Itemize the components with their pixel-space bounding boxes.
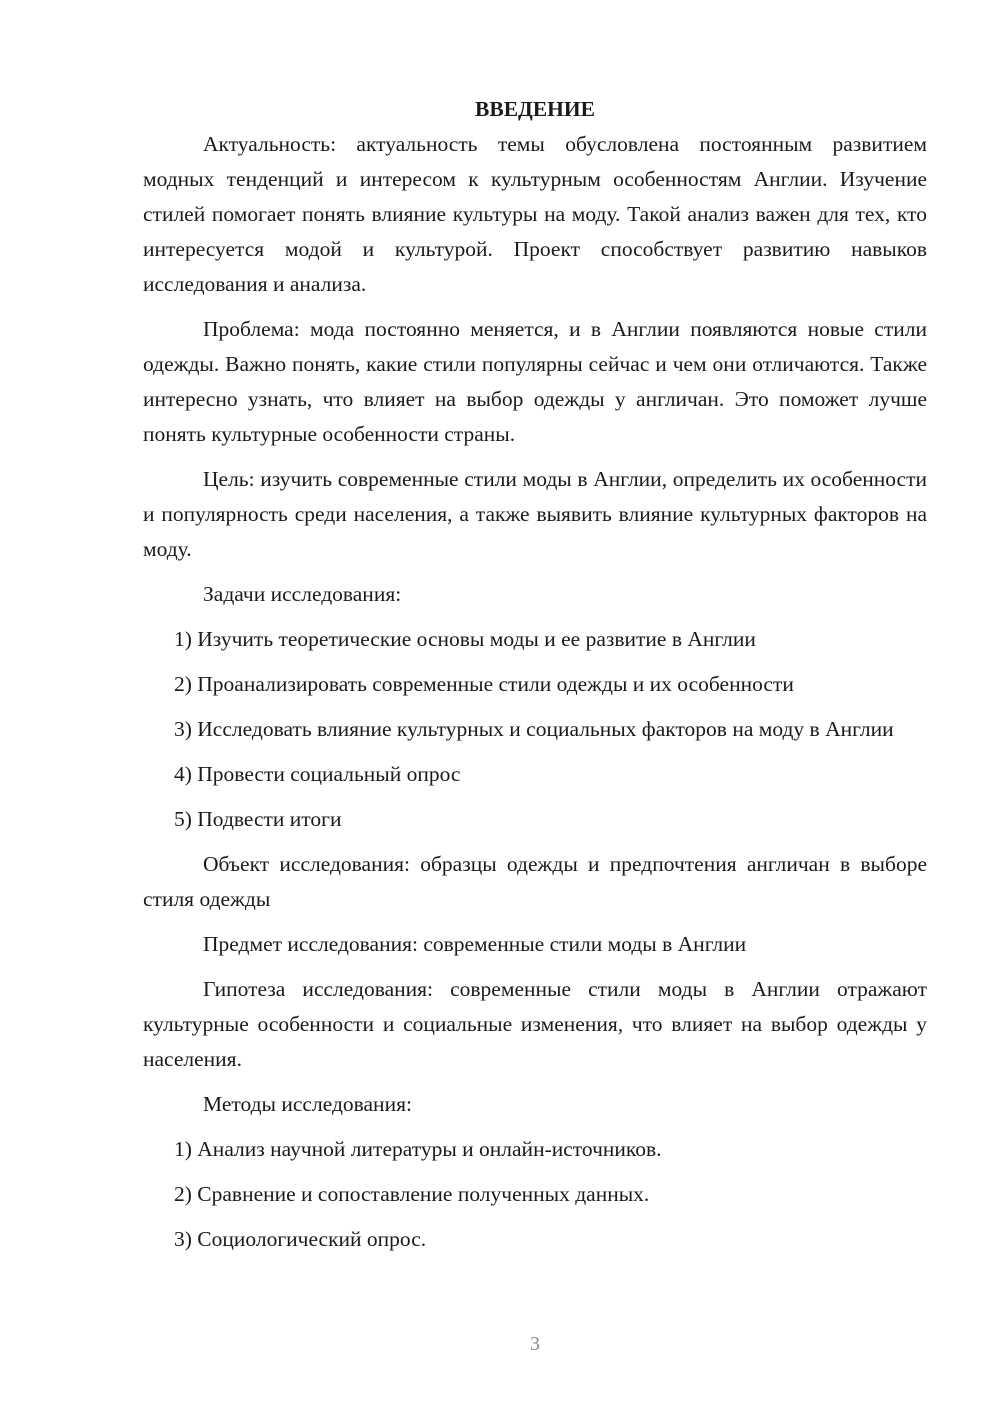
task-item: 4) Провести социальный опрос — [174, 762, 461, 786]
task-item: 5) Подвести итоги — [174, 807, 342, 831]
tasks-heading: Задачи исследования: — [203, 582, 402, 606]
task-item: 1) Изучить теоретические основы моды и ее развитие в Англии — [174, 627, 756, 651]
methods-heading: Методы исследования: — [203, 1092, 412, 1116]
section-heading: ВВЕДЕНИЕ — [475, 97, 595, 121]
method-item: 3) Социологический опрос. — [174, 1227, 427, 1251]
paragraph-subject: Предмет исследования: современные стили моды в Англии — [203, 932, 747, 956]
paragraph-problem: Проблема: мода постоянно меняется, и в Англии появляются новые стили одежды. Важно понять, какие стили популярны сейчас и чем они отличаются. Также интересно узнать, что влияет на выбор одежды у англичан. Это поможет лучше понять культурные особенности страны. — [143, 317, 927, 446]
method-item: 1) Анализ научной литературы и онлайн-источников. — [174, 1137, 662, 1161]
page-number: 3 — [530, 1333, 540, 1355]
paragraph-object: Объект исследования: образцы одежды и предпочтения англичан в выборе стиля одежды — [143, 852, 927, 911]
paragraph-relevance: Актуальность: актуальность темы обусловлена постоянным развитием модных тенденций и интересом к культурным особенностям Англии. Изучение стилей помогает понять влияние культуры на моду. Такой анализ важен для тех, кто интересуется модой и культурой. Проект способствует развитию навыков исследования и анализа. — [143, 132, 927, 296]
task-item: 2) Проанализировать современные стили одежды и их особенности — [174, 672, 794, 696]
method-item: 2) Сравнение и сопоставление полученных данных. — [174, 1182, 650, 1206]
task-item: 3) Исследовать влияние культурных и социальных факторов на моду в Англии — [174, 717, 894, 741]
document-page — [143, 92, 927, 1267]
paragraph-goal: Цель: изучить современные стили моды в Англии, определить их особенности и популярность среди населения, а также выявить влияние культурных факторов на моду. — [143, 467, 927, 561]
paragraph-hypothesis: Гипотеза исследования: современные стили моды в Англии отражают культурные особенности и социальные изменения, что влияет на выбор одежды у населения. — [143, 977, 927, 1071]
